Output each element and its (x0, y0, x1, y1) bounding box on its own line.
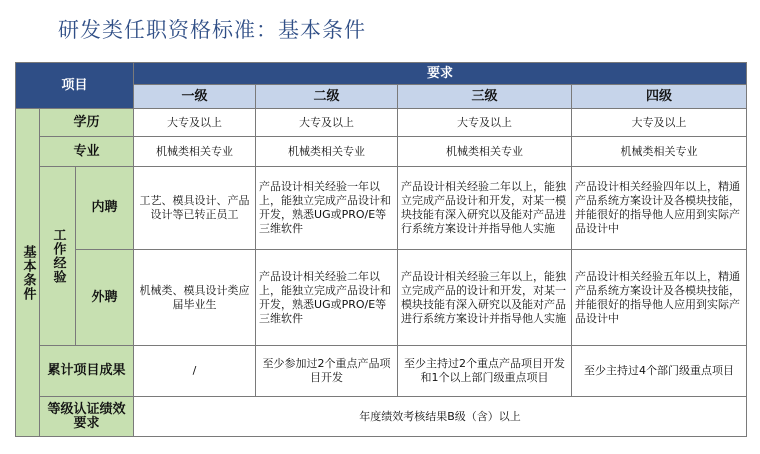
internal-label: 内聘 (76, 167, 134, 250)
header-row-top (16, 63, 747, 85)
section-label-basic: 基本条件 (16, 109, 40, 437)
education-level-4: 大专及以上 (572, 109, 747, 137)
projects-label: 累计项目成果 (40, 346, 134, 397)
education-level-3: 大专及以上 (398, 109, 572, 137)
external-level-4: 产品设计相关经验五年以上，精通产品系统方案设计及各模块技能，并能很好的指导他人应用到实际产品设计中 (572, 250, 747, 346)
work-experience-label: 工作经验 (40, 167, 76, 346)
level-1-header: 一级 (134, 85, 256, 109)
education-level-2: 大专及以上 (256, 109, 398, 137)
external-level-1: 机械类、模具设计类应届毕业生 (134, 250, 256, 346)
external-level-2: 产品设计相关经验二年以上，能独立完成产品设计和开发，熟悉UG或PRO/E等三维软件 (256, 250, 398, 346)
projects-row (16, 346, 747, 397)
projects-level-2: 至少参加过2个重点产品项目开发 (256, 346, 398, 397)
level-4-header: 四级 (572, 85, 747, 109)
page-title: 研发类任职资格标准：基本条件 (58, 18, 366, 42)
internal-level-2: 产品设计相关经验一年以上，能独立完成产品设计和开发，熟悉UG或PRO/E等三维软件 (256, 167, 398, 250)
requirement-header: 要求 (134, 63, 747, 85)
major-level-3: 机械类相关专业 (398, 137, 572, 167)
internal-level-3: 产品设计相关经验二年以上，能独立完成产品设计和开发，对某一模块技能有深入研究以及能对产品进行系统方案设计并指导他人实施 (398, 167, 572, 250)
level-2-header: 二级 (256, 85, 398, 109)
major-level-4: 机械类相关专业 (572, 137, 747, 167)
certification-value: 年度绩效考核结果B级（含）以上 (134, 397, 747, 437)
projects-level-3: 至少主持过2个重点产品项目开发和1个以上部门级重点项目 (398, 346, 572, 397)
major-row (16, 137, 747, 167)
education-row (16, 109, 747, 137)
certification-label: 等级认证绩效要求 (40, 397, 134, 437)
education-label: 学历 (40, 109, 134, 137)
external-row (16, 250, 747, 346)
internal-row (16, 167, 747, 250)
projects-level-1: / (134, 346, 256, 397)
major-label: 专业 (40, 137, 134, 167)
education-level-1: 大专及以上 (134, 109, 256, 137)
projects-level-4: 至少主持过4个部门级重点项目 (572, 346, 747, 397)
qualification-table (15, 62, 747, 437)
internal-level-4: 产品设计相关经验四年以上，精通产品系统方案设计及各模块技能，并能很好的指导他人应用到实际产品设计中 (572, 167, 747, 250)
external-level-3: 产品设计相关经验三年以上，能独立完成产品的设计和开发，对某一模块技能有深入研究以及能对产品进行系统方案设计并指导他人实施 (398, 250, 572, 346)
major-level-1: 机械类相关专业 (134, 137, 256, 167)
major-level-2: 机械类相关专业 (256, 137, 398, 167)
level-3-header: 三级 (398, 85, 572, 109)
certification-row (16, 397, 747, 437)
external-label: 外聘 (76, 250, 134, 346)
item-header: 项目 (16, 63, 134, 109)
internal-level-1: 工艺、模具设计、产品设计等已转正员工 (134, 167, 256, 250)
